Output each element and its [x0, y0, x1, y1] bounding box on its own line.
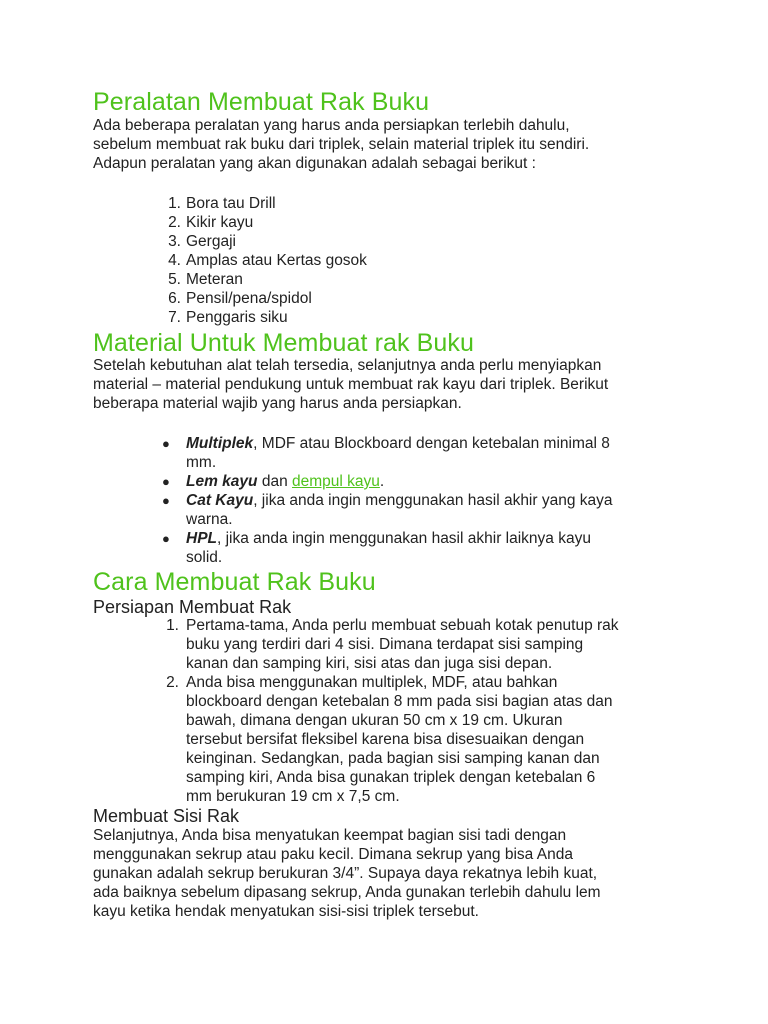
bullet-icon: ● [162, 531, 170, 546]
paragraph-line: Ada beberapa peralatan yang harus anda persiapkan terlebih dahulu, [93, 117, 570, 134]
step-item [93, 616, 676, 673]
list-item [93, 194, 693, 213]
step-line: kanan dan samping kiri, sisi atas dan juga sisi depan. [186, 655, 553, 672]
list-item [93, 434, 666, 472]
bullet-icon: ● [162, 474, 170, 489]
step-line: keinginan. Sedangkan, pada bagian sisi samping kanan dan [186, 750, 600, 767]
list-item [93, 289, 693, 308]
step-item [93, 673, 676, 806]
step-line: buku yang terdiri dari 4 sisi. Dimana terdapat sisi samping [186, 636, 584, 653]
list-item [93, 232, 693, 251]
intro-paragraph-peralatan [93, 116, 693, 173]
list-item [93, 491, 666, 529]
list-number: 6. [168, 290, 181, 307]
intro-paragraph-material [93, 356, 693, 413]
bullet-icon: ● [162, 436, 170, 451]
material-name: Lem kayu [186, 473, 258, 490]
list-item-text: Kikir kayu [186, 214, 254, 231]
paragraph-line: menggunakan sekrup atau paku kecil. Dimana sekrup yang bisa Anda [93, 846, 573, 863]
list-item [93, 472, 666, 491]
paragraph-line: Setelah kebutuhan alat telah tersedia, selanjutnya anda perlu menyiapkan [93, 357, 602, 374]
paragraph-line: kayu ketika hendak menyatukan sisi-sisi triplek tersebut. [93, 903, 479, 920]
list-number: 5. [168, 271, 181, 288]
section-title-material: Material Untuk Membuat rak Buku [93, 329, 475, 357]
dempul-kayu-link[interactable]: dempul kayu [292, 473, 380, 490]
list-number: 7. [168, 309, 181, 326]
material-desc: , MDF atau Blockboard dengan ketebalan minimal 8 [253, 435, 610, 452]
section-title-cara: Cara Membuat Rak Buku [93, 568, 376, 596]
list-item [93, 251, 693, 270]
paragraph-line: sebelum membuat rak buku dari triplek, selain material triplek itu sendiri. [93, 136, 590, 153]
list-number: 3. [168, 233, 181, 250]
list-item-text: Bora tau Drill [186, 195, 276, 212]
list-item-text: Penggaris siku [186, 309, 288, 326]
paragraph-line: beberapa material wajib yang harus anda persiapkan. [93, 395, 462, 412]
material-desc-cont: warna. [186, 511, 233, 528]
tools-list [93, 194, 693, 327]
list-item-text: Amplas atau Kertas gosok [186, 252, 367, 269]
list-number: 1. [168, 195, 181, 212]
list-item [93, 213, 693, 232]
list-item-text: Pensil/pena/spidol [186, 290, 312, 307]
list-item-text: Meteran [186, 271, 243, 288]
subheading-sisi-rak: Membuat Sisi Rak [93, 806, 240, 826]
material-desc: , jika anda ingin menggunakan hasil akhir yang kaya [253, 492, 613, 509]
bullet-icon: ● [162, 493, 170, 508]
step-line: Anda bisa menggunakan multiplek, MDF, atau bahkan [186, 674, 558, 691]
material-desc-cont: solid. [186, 549, 223, 566]
material-desc-cont: mm. [186, 454, 217, 471]
list-number: 4. [168, 252, 181, 269]
step-line: mm berukuran 19 cm x 7,5 cm. [186, 788, 400, 805]
step-line: tersebut bersifat fleksibel karena bisa disesuaikan dengan [186, 731, 585, 748]
paragraph-line: ada baiknya sebelum dipasang sekrup, Anda gunakan terlebih dahulu lem [93, 884, 601, 901]
step-line: blockboard dengan ketebalan 8 mm pada sisi bagian atas dan [186, 693, 613, 710]
step-number: 1. [166, 617, 179, 634]
step-number: 2. [166, 674, 179, 691]
list-number: 2. [168, 214, 181, 231]
list-item-text: Gergaji [186, 233, 236, 250]
paragraph-line: material – material pendukung untuk membuat rak kayu dari triplek. Berikut [93, 376, 609, 393]
paragraph-line: Selanjutnya, Anda bisa menyatukan keempat bagian sisi tadi dengan [93, 827, 567, 844]
list-item [93, 270, 693, 289]
paragraph-line: gunakan adalah sekrup berukuran 3/4”. Supaya daya rekatnya lebih kuat, [93, 865, 598, 882]
material-desc: , jika anda ingin menggunakan hasil akhir laiknya kayu [217, 530, 591, 547]
steps-list [93, 616, 693, 806]
material-name: Cat Kayu [186, 492, 254, 509]
step-line: Pertama-tama, Anda perlu membuat sebuah kotak penutup rak [186, 617, 619, 634]
step-line: bawah, dimana dengan ukuran 50 cm x 19 cm. Ukuran [186, 712, 563, 729]
list-item [93, 308, 693, 327]
paragraph-line: Adapun peralatan yang akan digunakan adalah sebagai berikut : [93, 155, 536, 172]
materials-list [93, 434, 693, 567]
material-desc-end: . [379, 473, 385, 490]
step-line: samping kiri, Anda bisa gunakan triplek dengan ketebalan 6 [186, 769, 596, 786]
material-desc: dan [257, 473, 292, 490]
material-name: HPL [186, 530, 217, 547]
material-name: Multiplek [186, 435, 254, 452]
section-title-peralatan: Peralatan Membuat Rak Buku [93, 88, 430, 116]
list-item [93, 529, 666, 567]
subheading-persiapan: Persiapan Membuat Rak [93, 597, 292, 617]
paragraph-sisi-rak [93, 826, 693, 921]
